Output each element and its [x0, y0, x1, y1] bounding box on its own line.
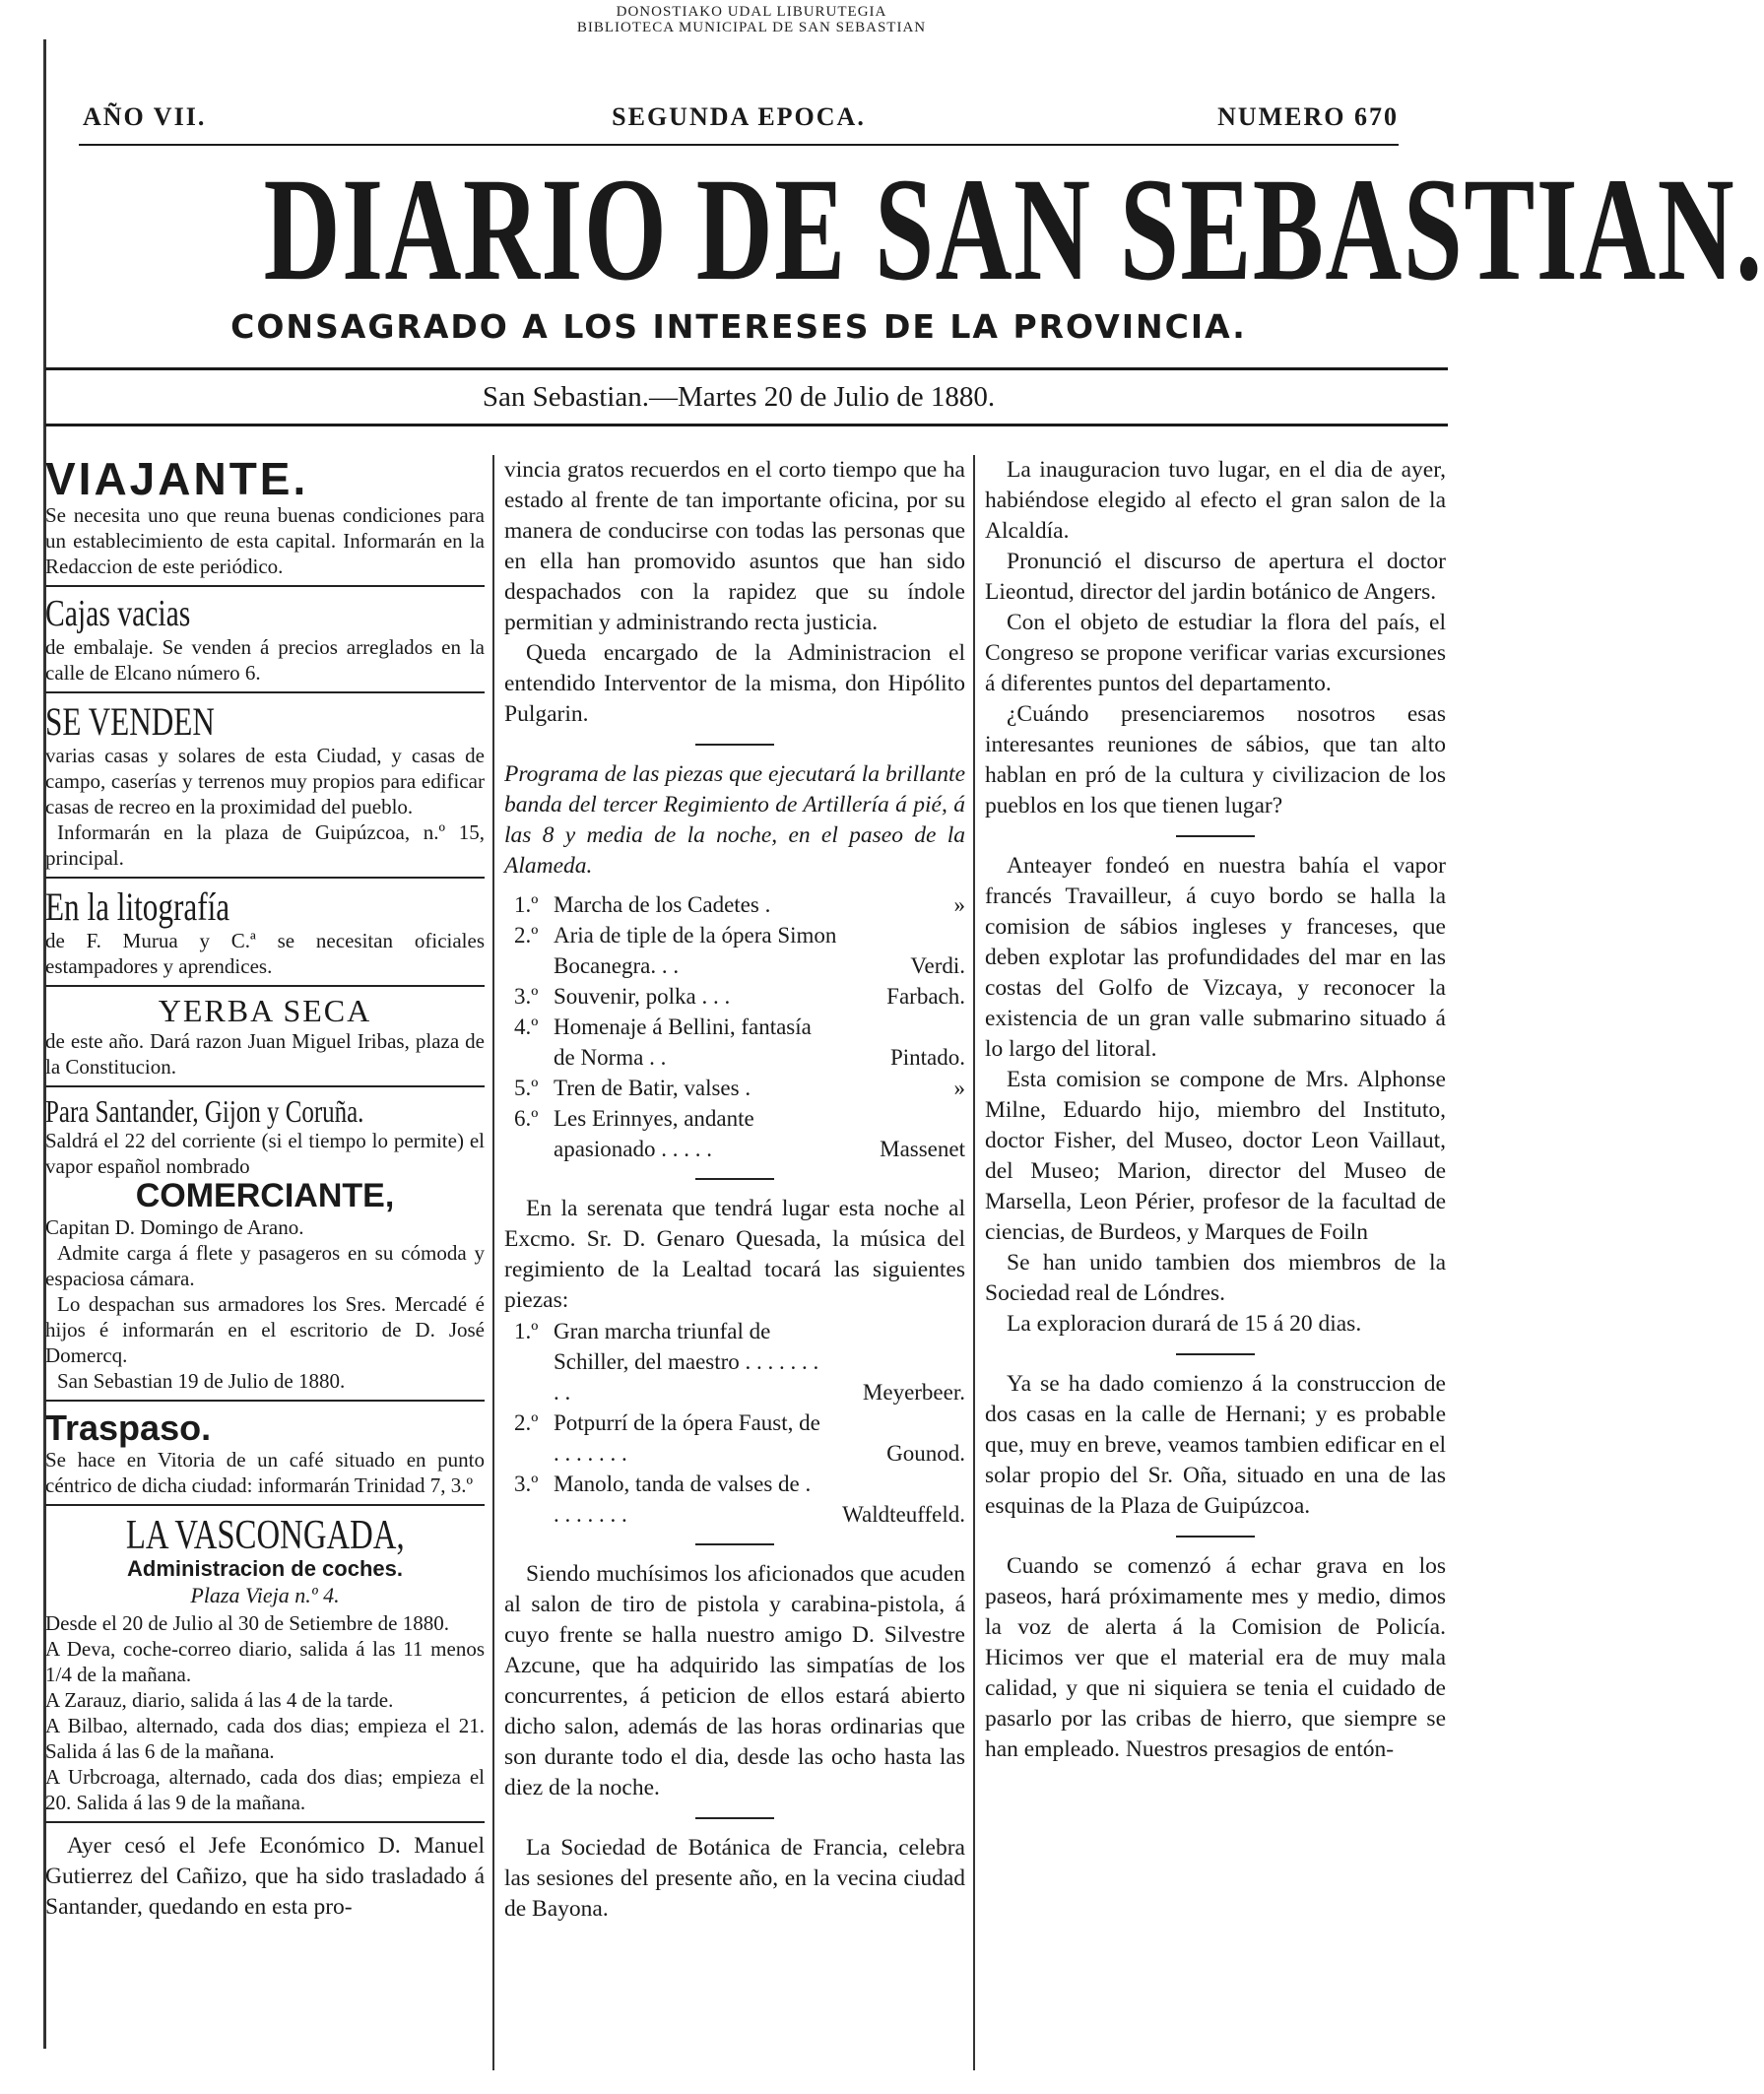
- col2-paragraph-4: La Sociedad de Botánica de Francia, celebra las sesiones del presente año, en la vecina ciudad de Bayona.: [504, 1835, 965, 1922]
- program-item-author: »: [953, 892, 965, 917]
- ad-vascongada-bilbao: A Bilbao, alternado, cada dos dias; empieza el 21. Salida á las 6 de la mañana.: [45, 1714, 485, 1764]
- ad-yerba-title: YERBA SECA: [158, 993, 372, 1029]
- program-item: [504, 981, 965, 1012]
- ad-viajante-title: VIAJANTE.: [45, 453, 309, 504]
- header-meta: [79, 102, 1399, 138]
- ad-traspaso-title: Traspaso.: [45, 1407, 212, 1449]
- archive-stamp: [0, 4, 1503, 35]
- col2-paragraph-1: vincia gratos recuerdos en el corto tiempo que ha estado al frente de tan importante oficina, por su manera de conducirse con todas las personas que en ella han promovido asuntos que han sido despachados con la rapidez que su índole permitian y administrando recta justicia.: [504, 457, 965, 635]
- program-item-author: Verdi.: [910, 953, 965, 978]
- col3-paragraph-1: La inauguracion tuvo lugar, en el dia de ayer, habiéndose elegido al efecto el gran salon de la Alcaldía.: [985, 457, 1446, 544]
- ad-litografia-body: de F. Murua y C.ª se necesitan oficiales estampadores y aprendices.: [45, 929, 485, 979]
- program-item: [504, 889, 965, 920]
- program-item-number: 1.º: [514, 892, 539, 917]
- col3-paragraph-2: Pronunció el discurso de apertura el doctor Lieontud, director del jardin botánico de Angers.: [985, 549, 1446, 605]
- ad-venden-info: Informarán en la plaza de Guipúzcoa, n.º 15, principal.: [45, 820, 485, 871]
- ad-vascongada-deva: A Deva, coche-correo diario, salida á las 11 menos 1/4 de la mañana.: [45, 1637, 485, 1687]
- issue-epoch: SEGUNDA EPOCA.: [612, 102, 866, 131]
- program-item-title: Homenaje á Bellini, fantasía de Norma . .: [554, 1014, 812, 1070]
- serenata-list: [504, 1316, 965, 1530]
- serenata-paragraph: En la serenata que tendrá lugar esta noche al Excmo. Sr. D. Genaro Quesada, la música del regimiento de la Lealtad tocará las siguientes piezas:: [504, 1196, 965, 1313]
- separator: [695, 1178, 774, 1180]
- serenata-item-title: Gran marcha triunfal de Schiller, del maestro . . . . . . . . .: [554, 1319, 819, 1405]
- col3-paragraph-9: Ya se ha dado comienzo á la construccion de dos casas en la calle de Hernani; y es probable que, muy en breve, veamos tambien edificar en el solar propio del Sr. Oña, situado en una de las esquinas de la Plaza de Guipúzcoa.: [985, 1371, 1446, 1519]
- ad-vascongada: [45, 1514, 485, 1823]
- program-item-title: Aria de tiple de la ópera Simon Bocanegra. . .: [554, 923, 837, 978]
- ad-vascongada-zarauz: A Zarauz, diario, salida á las 4 de la tarde.: [45, 1688, 394, 1713]
- ad-traspaso: [45, 1409, 485, 1506]
- col2-paragraph-3: Siendo muchísimos los aficionados que acuden al salon de tiro de pistola y carabina-pistola, á cuyo frente se halla nuestro amigo D. Silvestre Azcune, que ha adquirido las simpatías de los concurrentes, á peticion de ellos estará abierto dicho salon, además de las horas ordinarias que son durante todo el dia, desde las ocho hasta las diez de la noche.: [504, 1561, 965, 1800]
- ad-viajante: [45, 455, 485, 587]
- ad-vascongada-intro: Desde el 20 de Julio al 30 de Setiembre de 1880.: [45, 1611, 449, 1636]
- archive-stamp-line2: BIBLIOTECA MUNICIPAL DE SAN SEBASTIAN: [576, 20, 927, 35]
- col3-paragraph-8: La exploracion durará de 15 á 20 dias.: [1007, 1311, 1362, 1337]
- col3-paragraph-4: ¿Cuándo presenciaremos nosotros esas interesantes reuniones de sábios, que tan alto hablan en pró de la cultura y civilizacion de los pueblos en los que tienen lugar?: [985, 701, 1446, 818]
- program-item-number: 5.º: [514, 1076, 539, 1100]
- rule-under-meta: [79, 144, 1399, 146]
- separator: [1176, 835, 1255, 837]
- ad-litografia: [45, 886, 485, 987]
- program-item: [504, 1073, 965, 1103]
- ad-cajas-body: de embalaje. Se venden á precios arreglados en la calle de Elcano número 6.: [45, 635, 485, 686]
- program-item: [504, 1103, 965, 1164]
- dateline: San Sebastian.—Martes 20 de Julio de 1880.: [482, 381, 996, 413]
- serenata-item: [504, 1469, 965, 1530]
- separator: [1176, 1536, 1255, 1538]
- program-item-number: 2.º: [514, 923, 539, 948]
- serenata-item-author: Gounod.: [886, 1441, 965, 1466]
- program-item-author: Pintado.: [889, 1045, 965, 1070]
- serenata-item-title: Manolo, tanda de valses de . . . . . . . .: [554, 1472, 812, 1527]
- archive-stamp-line1: DONOSTIAKO UDAL LIBURUTEGIA: [616, 4, 887, 20]
- serenata-item-number: 2.º: [514, 1410, 539, 1435]
- column-middle: [504, 455, 965, 1925]
- program-item-number: 4.º: [514, 1014, 539, 1039]
- serenata-item-author: Meyerbeer.: [862, 1380, 965, 1405]
- masthead-title: DIARIO DE SAN SEBASTIAN.: [263, 148, 1764, 311]
- ad-traspaso-body: Se hace en Vitoria de un café situado en punto céntrico de dicha ciudad: informarán Trinidad 7, 3.º: [45, 1447, 485, 1497]
- ad-santander: [45, 1092, 485, 1402]
- ad-litografia-title: En la litografía: [45, 884, 230, 930]
- serenata-item-number: 3.º: [514, 1472, 539, 1496]
- program-item-author: Farbach.: [886, 984, 965, 1009]
- serenata-item-title: Potpurrí de la ópera Faust, de . . . . . . .: [554, 1410, 820, 1466]
- program-item-title: Tren de Batir, valses .: [554, 1076, 751, 1100]
- program-item-author: Massenet: [880, 1137, 965, 1161]
- issue-year: AÑO VII.: [83, 102, 207, 131]
- program-item-title: Les Erinnyes, andante apasionado . . . . .: [554, 1106, 754, 1161]
- serenata-item: [504, 1407, 965, 1469]
- ad-santander-captain: Capitan D. Domingo de Arano.: [45, 1215, 304, 1240]
- rule-above-date: [45, 367, 1448, 370]
- rule-below-date: [45, 424, 1448, 426]
- column-ads: [45, 455, 485, 1923]
- ad-cajas-title: Cajas vacias: [45, 593, 191, 635]
- ad-vascongada-subtitle: Administracion de coches.: [127, 1555, 403, 1581]
- ad-santander-ship: COMERCIANTE,: [135, 1177, 395, 1215]
- issue-number: NUMERO 670: [1217, 102, 1399, 131]
- ad-venden-body: varias casas y solares de esta Ciudad, y casas de campo, caserías y terrenos muy propios para edificar casas de recreo en la proximidad del pueblo.: [45, 744, 485, 819]
- ad-yerba-body: de este año. Dará razon Juan Miguel Iribas, plaza de la Constitucion.: [45, 1028, 485, 1079]
- program-list: [504, 889, 965, 1164]
- col1-news-paragraph: Ayer cesó el Jefe Económico D. Manuel Gutierrez del Cañizo, que ha sido trasladado á Santander, quedando en esta pro-: [45, 1833, 485, 1921]
- program-item-title: Marcha de los Cadetes .: [554, 892, 771, 917]
- serenata-item-number: 1.º: [514, 1319, 539, 1343]
- ad-vascongada-address: Plaza Vieja n.º 4.: [190, 1583, 340, 1608]
- col3-paragraph-10: Cuando se comenzó á echar grava en los paseos, hará próximamente mes y medio, dimos la voz de alerta á la Comision de Policía. Hicimos ver que el material era de muy mala calidad, y que ni siquiera se tenia el cuidado de pasarlo por las cribas de hierro, que siempre se han empleado. Nuestros presagios de entón-: [985, 1553, 1446, 1762]
- program-item-number: 6.º: [514, 1106, 539, 1131]
- masthead-subtitle: CONSAGRADO A LOS INTERESES DE LA PROVINCIA.: [230, 307, 1247, 346]
- ad-viajante-body: Se necesita uno que reuna buenas condiciones para un establecimiento de esta capital. Informarán en la Redaccion de este periódico.: [45, 503, 485, 579]
- ad-vascongada-urbcroaga: A Urbcroaga, alternado, cada dos dias; empieza el 20. Salida á las 9 de la mañana.: [45, 1765, 485, 1815]
- col3-paragraph-6: Esta comision se compone de Mrs. Alphonse Milne, Eduardo hijo, miembro del Instituto, doctor Fisher, del Museo, doctor Leon Vaillaut, del Museo; Marion, director del Museo de Marsella, Leon Périer, profesor de la facultad de ciencias, de Burdeos, y Marques de Foiln: [985, 1067, 1446, 1245]
- serenata-item: [504, 1316, 965, 1407]
- program-item-number: 3.º: [514, 984, 539, 1009]
- ad-cajas: [45, 595, 485, 693]
- serenata-item-author: Waldteuffeld.: [842, 1502, 965, 1527]
- ad-vascongada-title: LA VASCONGADA,: [125, 1512, 405, 1558]
- separator: [695, 1543, 774, 1545]
- program-item: [504, 1012, 965, 1073]
- separator: [695, 1817, 774, 1819]
- separator: [695, 744, 774, 746]
- ad-venden: [45, 701, 485, 879]
- col3-paragraph-3: Con el objeto de estudiar la flora del país, el Congreso se propone verificar varias excursiones á diferentes puntos del departamento.: [985, 610, 1446, 696]
- column-divider-2: [973, 455, 975, 2070]
- ad-santander-body1: Saldrá el 22 del corriente (si el tiempo lo permite) el vapor español nombrado: [45, 1129, 485, 1179]
- column-divider-1: [492, 455, 494, 2070]
- ad-venden-title: SE VENDEN: [45, 699, 215, 745]
- program-item: [504, 920, 965, 981]
- col3-paragraph-7: Se han unido tambien dos miembros de la Sociedad real de Lóndres.: [985, 1250, 1446, 1306]
- ad-santander-body3: Lo despachan sus armadores los Sres. Mercadé é hijos é informarán en el escritorio de D. José Domercq.: [45, 1292, 485, 1368]
- separator: [1176, 1353, 1255, 1355]
- column-right: [985, 455, 1446, 1765]
- program-title: Programa de las piezas que ejecutará la brillante banda del tercer Regimiento de Artillería á pié, á las 8 y media de la noche, en el paseo de la Alameda.: [504, 761, 965, 879]
- ad-santander-dateline: San Sebastian 19 de Julio de 1880.: [57, 1369, 346, 1394]
- ad-santander-title: Para Santander, Gijon y Coruña.: [45, 1092, 364, 1129]
- ad-santander-body2: Admite carga á flete y pasageros en su cómoda y espaciosa cámara.: [45, 1241, 485, 1291]
- col3-paragraph-5: Anteayer fondeó en nuestra bahía el vapor francés Travailleur, á cuyo bordo se halla la comision de sábios ingleses y franceses, que deben explotar las profundidades del mar en las costas del Golfo de Vizcaya, y reconocer la existencia de un gran valle submarino situado á lo largo del litoral.: [985, 853, 1446, 1062]
- ad-yerba: [45, 995, 485, 1087]
- program-item-title: Souvenir, polka . . .: [554, 984, 731, 1009]
- col2-paragraph-2: Queda encargado de la Administracion el entendido Interventor de la misma, don Hipólito Pulgarin.: [504, 640, 965, 727]
- program-item-author: »: [953, 1076, 965, 1100]
